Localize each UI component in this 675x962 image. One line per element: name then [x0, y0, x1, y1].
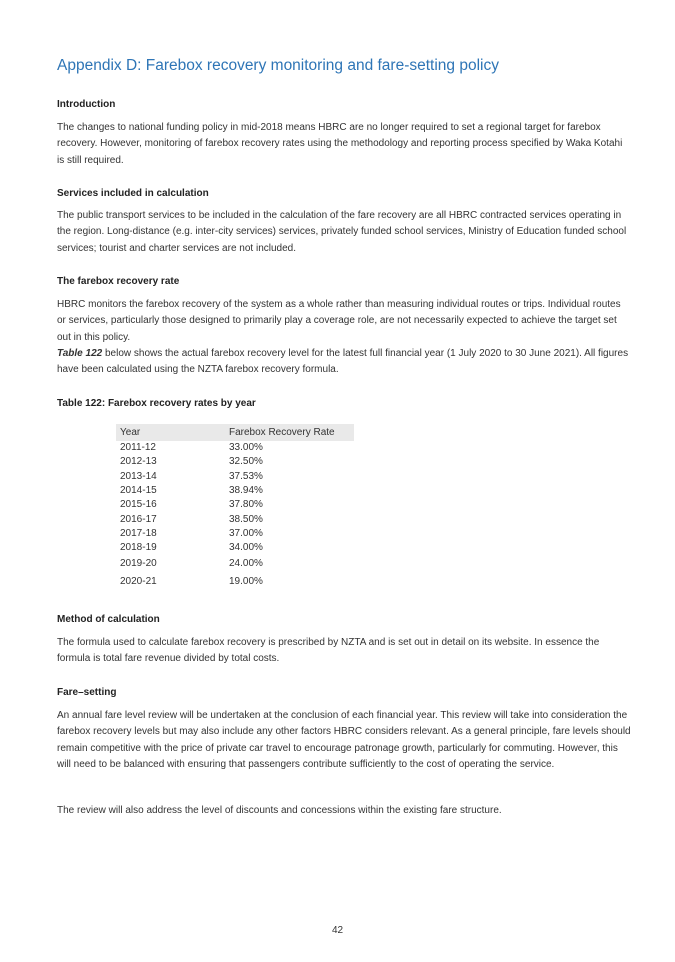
table-header-year: Year: [116, 424, 217, 441]
services-heading: Services included in calculation: [57, 188, 209, 199]
farebox-recovery-table: [116, 424, 354, 591]
fare-setting-heading: Fare–setting: [57, 687, 117, 698]
table-cell-rate: 37.80%: [229, 499, 263, 511]
page-title: Appendix D: Farebox recovery monitoring and fare-setting policy: [57, 57, 499, 74]
table-cell-year: 2014-15: [120, 485, 157, 497]
rate-heading: The farebox recovery rate: [57, 276, 180, 287]
page-number: 42: [331, 925, 344, 936]
table-reference-link: Table 122: [57, 348, 103, 359]
table-cell-year: 2012-13: [120, 456, 157, 468]
introduction-body: The changes to national funding policy in mid-2018 means HBRC are no longer required to set a regional target for farebox recovery. However, monitoring of farebox recovery rates using the methodology and reporting process specified by Waka Kotahi is still required.: [57, 122, 623, 166]
table-caption: Table 122: Farebox recovery rates by year: [57, 398, 256, 409]
table-cell-rate: 37.00%: [229, 527, 263, 539]
table-row: [116, 555, 354, 573]
table-cell-year: 2017-18: [120, 527, 157, 539]
introduction-heading: Introduction: [57, 99, 116, 110]
table-cell-rate: 38.50%: [229, 513, 263, 525]
table-row: [116, 470, 354, 484]
method-body: The formula used to calculate farebox recovery is prescribed by NZTA and is set out in detail on its website. In essence the formula is total fare revenue divided by total costs.: [57, 637, 600, 665]
table-row: [116, 441, 354, 455]
fare-setting-body: An annual fare level review will be undertaken at the conclusion of each financial year. This review will take into consideration the farebox recovery levels but may also include any other factors HBRC considers relevant. As a general principle, fare levels should remain competitive with the price of private car travel to encourage patronage growth, particularly for commuting. However, this will need to be balanced with ensuring that passengers contribute sufficiently to the cost of operating the service.: [57, 710, 631, 770]
table-cell-year: 2019-20: [120, 558, 157, 570]
table-cell-rate: 38.94%: [229, 485, 263, 497]
rate-table-reference: [57, 346, 632, 379]
table-cell-rate: 34.00%: [229, 542, 263, 554]
table-cell-year: 2011-12: [120, 442, 156, 454]
method-heading: Method of calculation: [57, 614, 160, 625]
table-cell-rate: 37.53%: [229, 470, 263, 482]
table-cell-year: 2018-19: [120, 542, 157, 554]
table-cell-year: 2013-14: [120, 470, 157, 482]
table-cell-rate: 33.00%: [229, 442, 263, 454]
table-row: [116, 498, 354, 512]
table-row: [116, 527, 354, 541]
table-row: [116, 455, 354, 469]
table-row: [116, 484, 354, 498]
table-row: [116, 573, 354, 591]
table-row: [116, 541, 354, 555]
table-cell-year: 2020-21: [120, 576, 157, 588]
farebox-table-container: [116, 424, 354, 591]
services-body: The public transport services to be included in the calculation of the fare recovery are all HBRC contracted services operating in the region. Long-distance (e.g. inter-city services) services, privately funded school services, Ministry of Education funded school services; tourist and charter services are not included.: [57, 210, 627, 254]
table-cell-year: 2015-16: [120, 499, 157, 511]
table-cell-rate: 24.00%: [229, 558, 263, 570]
table-row: [116, 512, 354, 526]
table-header-rate: Farebox Recovery Rate: [217, 424, 354, 441]
rate-table-reference-text: below shows the actual farebox recovery level for the latest full financial year (1 July 2020 to 30 June 2021). All figures have been calculated using the NZTA farebox recovery formula.: [57, 348, 629, 376]
table-cell-rate: 32.50%: [229, 456, 263, 468]
table-cell-rate: 19.00%: [229, 576, 263, 588]
table-header-row: [116, 424, 354, 441]
rate-body: HBRC monitors the farebox recovery of the system as a whole rather than measuring individual routes or trips. Individual routes or services, particularly those designed to primarily play a coverage role, are not necessarily expected to achieve the target set out in this policy.: [57, 299, 621, 343]
table-cell-year: 2016-17: [120, 513, 157, 525]
fare-setting-discounts: The review will also address the level of discounts and concessions within the existing fare structure.: [57, 805, 502, 816]
